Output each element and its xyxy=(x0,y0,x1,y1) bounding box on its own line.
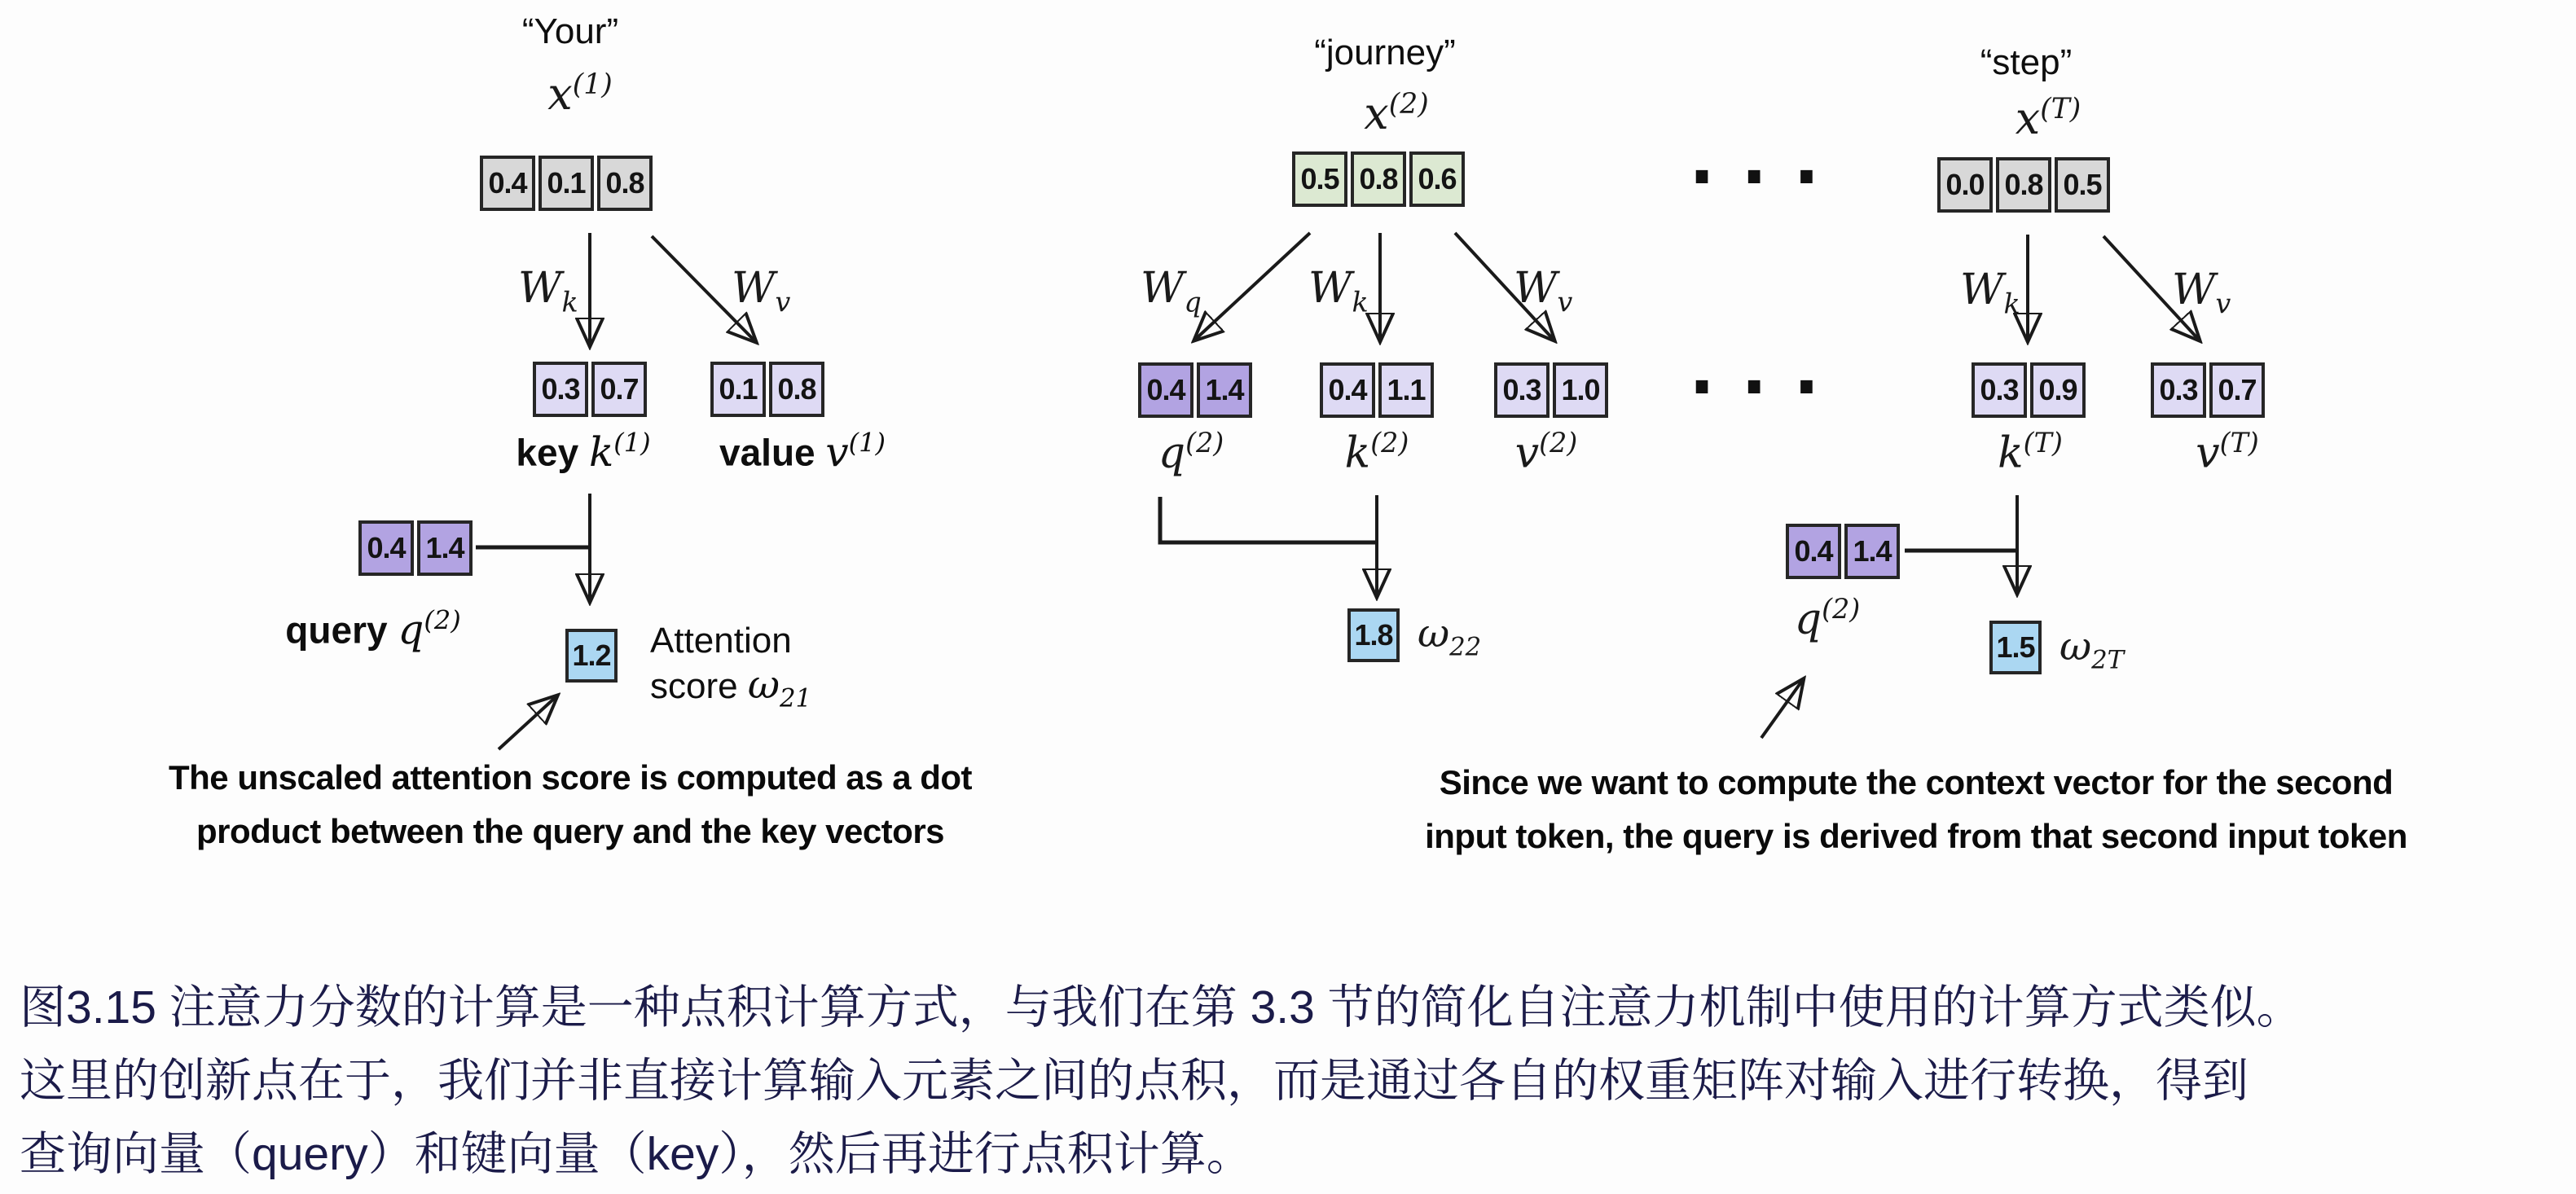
query-label: query $q^{(2)}$ xyxy=(285,604,461,653)
annotation-dot-product: The unscaled attention score is computed as a dot product between the query and the key vectors xyxy=(168,758,973,850)
vector-cell: 0.3 xyxy=(2151,362,2206,418)
omega-22-label: $\omega_{22}$ xyxy=(1418,611,1482,662)
input-vector-x1 xyxy=(480,156,653,211)
kT-label: $k^{(T)}$ xyxy=(1998,427,2063,478)
token-word-your: “Your” xyxy=(521,11,619,51)
key-vector-k1 xyxy=(533,362,647,417)
k2-label: $k^{(2)}$ xyxy=(1344,427,1409,478)
embedding-label-xT: $x^{(T)}$ xyxy=(2015,93,2081,144)
vector-cell: 0.4 xyxy=(1786,524,1841,579)
input-vector-x2 xyxy=(1292,151,1465,207)
vector-cell: 0.7 xyxy=(591,362,647,417)
caption-line: 这里的创新点在于，我们并非直接计算输入元素之间的点积，而是通过各自的权重矩阵对输入进行转换，得到 xyxy=(20,1055,2249,1107)
vector-cell: 0.8 xyxy=(1351,151,1406,207)
weight-matrix-wv-label: $W_v$ xyxy=(2172,266,2231,320)
vector-cell: 1.4 xyxy=(1844,524,1900,579)
vector-cell: 0.8 xyxy=(769,362,824,417)
attention-score-box-w22: 1.8 xyxy=(1347,608,1400,662)
weight-matrix-wk-label: $W_k$ xyxy=(1960,266,2020,320)
vector-cell: 0.3 xyxy=(533,362,588,417)
vector-cell: 0.3 xyxy=(1494,362,1550,418)
key-label: key $k^{(1)}$ xyxy=(516,427,651,476)
vector-cell: 0.4 xyxy=(1138,362,1193,418)
caption-line: 图3.15 注意力分数的计算是一种点积计算方式，与我们在第 3.3 节的简化自注意力机制中使用的计算方式类似。 xyxy=(20,981,2303,1034)
v2-label: $v^{(2)}$ xyxy=(1514,427,1578,478)
weight-matrix-wv-label: $W_v$ xyxy=(732,264,791,318)
weight-matrix-wq-label: $W_q$ xyxy=(1141,264,1202,318)
vector-cell: 0.8 xyxy=(1996,157,2051,213)
vT-label: $v^{(T)}$ xyxy=(2196,427,2259,478)
weight-matrix-wk-label: $W_k$ xyxy=(518,264,578,318)
vector-cell: 0.1 xyxy=(538,156,594,211)
figure-caption xyxy=(20,971,2303,1191)
weight-matrix-wk-label: $W_k$ xyxy=(1308,264,1369,318)
vector-cell: 0.5 xyxy=(2055,157,2110,213)
vector-cell: 0.1 xyxy=(710,362,766,417)
query-vector-q2 xyxy=(358,520,473,576)
annotation-second-token-query: Since we want to compute the context vector for the second input token, the query is derived from that second input token xyxy=(1425,763,2407,855)
ellipsis-dots-top: ... xyxy=(1680,116,1837,201)
omega-2T-label: $\omega_{2T}$ xyxy=(2059,624,2125,675)
vector-cell: 0.6 xyxy=(1409,151,1465,207)
key-vector-kT xyxy=(1972,362,2086,418)
vector-cell: 0.4 xyxy=(480,156,535,211)
vector-cell: 0.3 xyxy=(1972,362,2027,418)
weight-matrix-wv-label: $W_v$ xyxy=(1514,264,1573,318)
vector-cell: 0.4 xyxy=(1320,362,1375,418)
attention-score-caption: Attention score $\omega_{21}$ xyxy=(650,621,812,713)
value-vector-vT xyxy=(2151,362,2265,418)
vector-cell: 1.1 xyxy=(1378,362,1434,418)
vector-cell: 0.4 xyxy=(358,520,414,576)
vector-cell: 1.0 xyxy=(1553,362,1608,418)
ellipsis-dots-middle: ... xyxy=(1680,326,1837,411)
input-vector-xT xyxy=(1937,157,2110,213)
attention-score-box-w2T: 1.5 xyxy=(1989,621,2042,674)
embedding-label-x2: $x^{(2)}$ xyxy=(1364,88,1429,139)
key-vector-k2 xyxy=(1320,362,1434,418)
vector-cell: 0.8 xyxy=(597,156,653,211)
vector-cell: 1.4 xyxy=(417,520,473,576)
value-vector-v2 xyxy=(1494,362,1608,418)
attention-score-box-w21: 1.2 xyxy=(565,629,618,683)
token-word-step: “step” xyxy=(1980,42,2073,82)
vector-cell: 0.9 xyxy=(2030,362,2086,418)
q2-label: $q^{(2)}$ xyxy=(1158,427,1224,478)
value-vector-v1 xyxy=(710,362,824,417)
vector-cell: 0.7 xyxy=(2209,362,2265,418)
token-word-journey: “journey” xyxy=(1314,33,1456,72)
vector-cell: 0.5 xyxy=(1292,151,1347,207)
caption-line: 查询向量（query）和键向量（key），然后再进行点积计算。 xyxy=(20,1128,1253,1180)
query-vector-q2-mid xyxy=(1138,362,1252,418)
q2-label-right: $q^{(2)}$ xyxy=(1794,593,1861,644)
embedding-label-x1: $x^{(1)}$ xyxy=(547,68,613,120)
query-vector-q2-right xyxy=(1786,524,1900,579)
vector-cell: 1.4 xyxy=(1197,362,1252,418)
vector-cell: 0.0 xyxy=(1937,157,1993,213)
value-label: value $v^{(1)}$ xyxy=(719,427,886,476)
